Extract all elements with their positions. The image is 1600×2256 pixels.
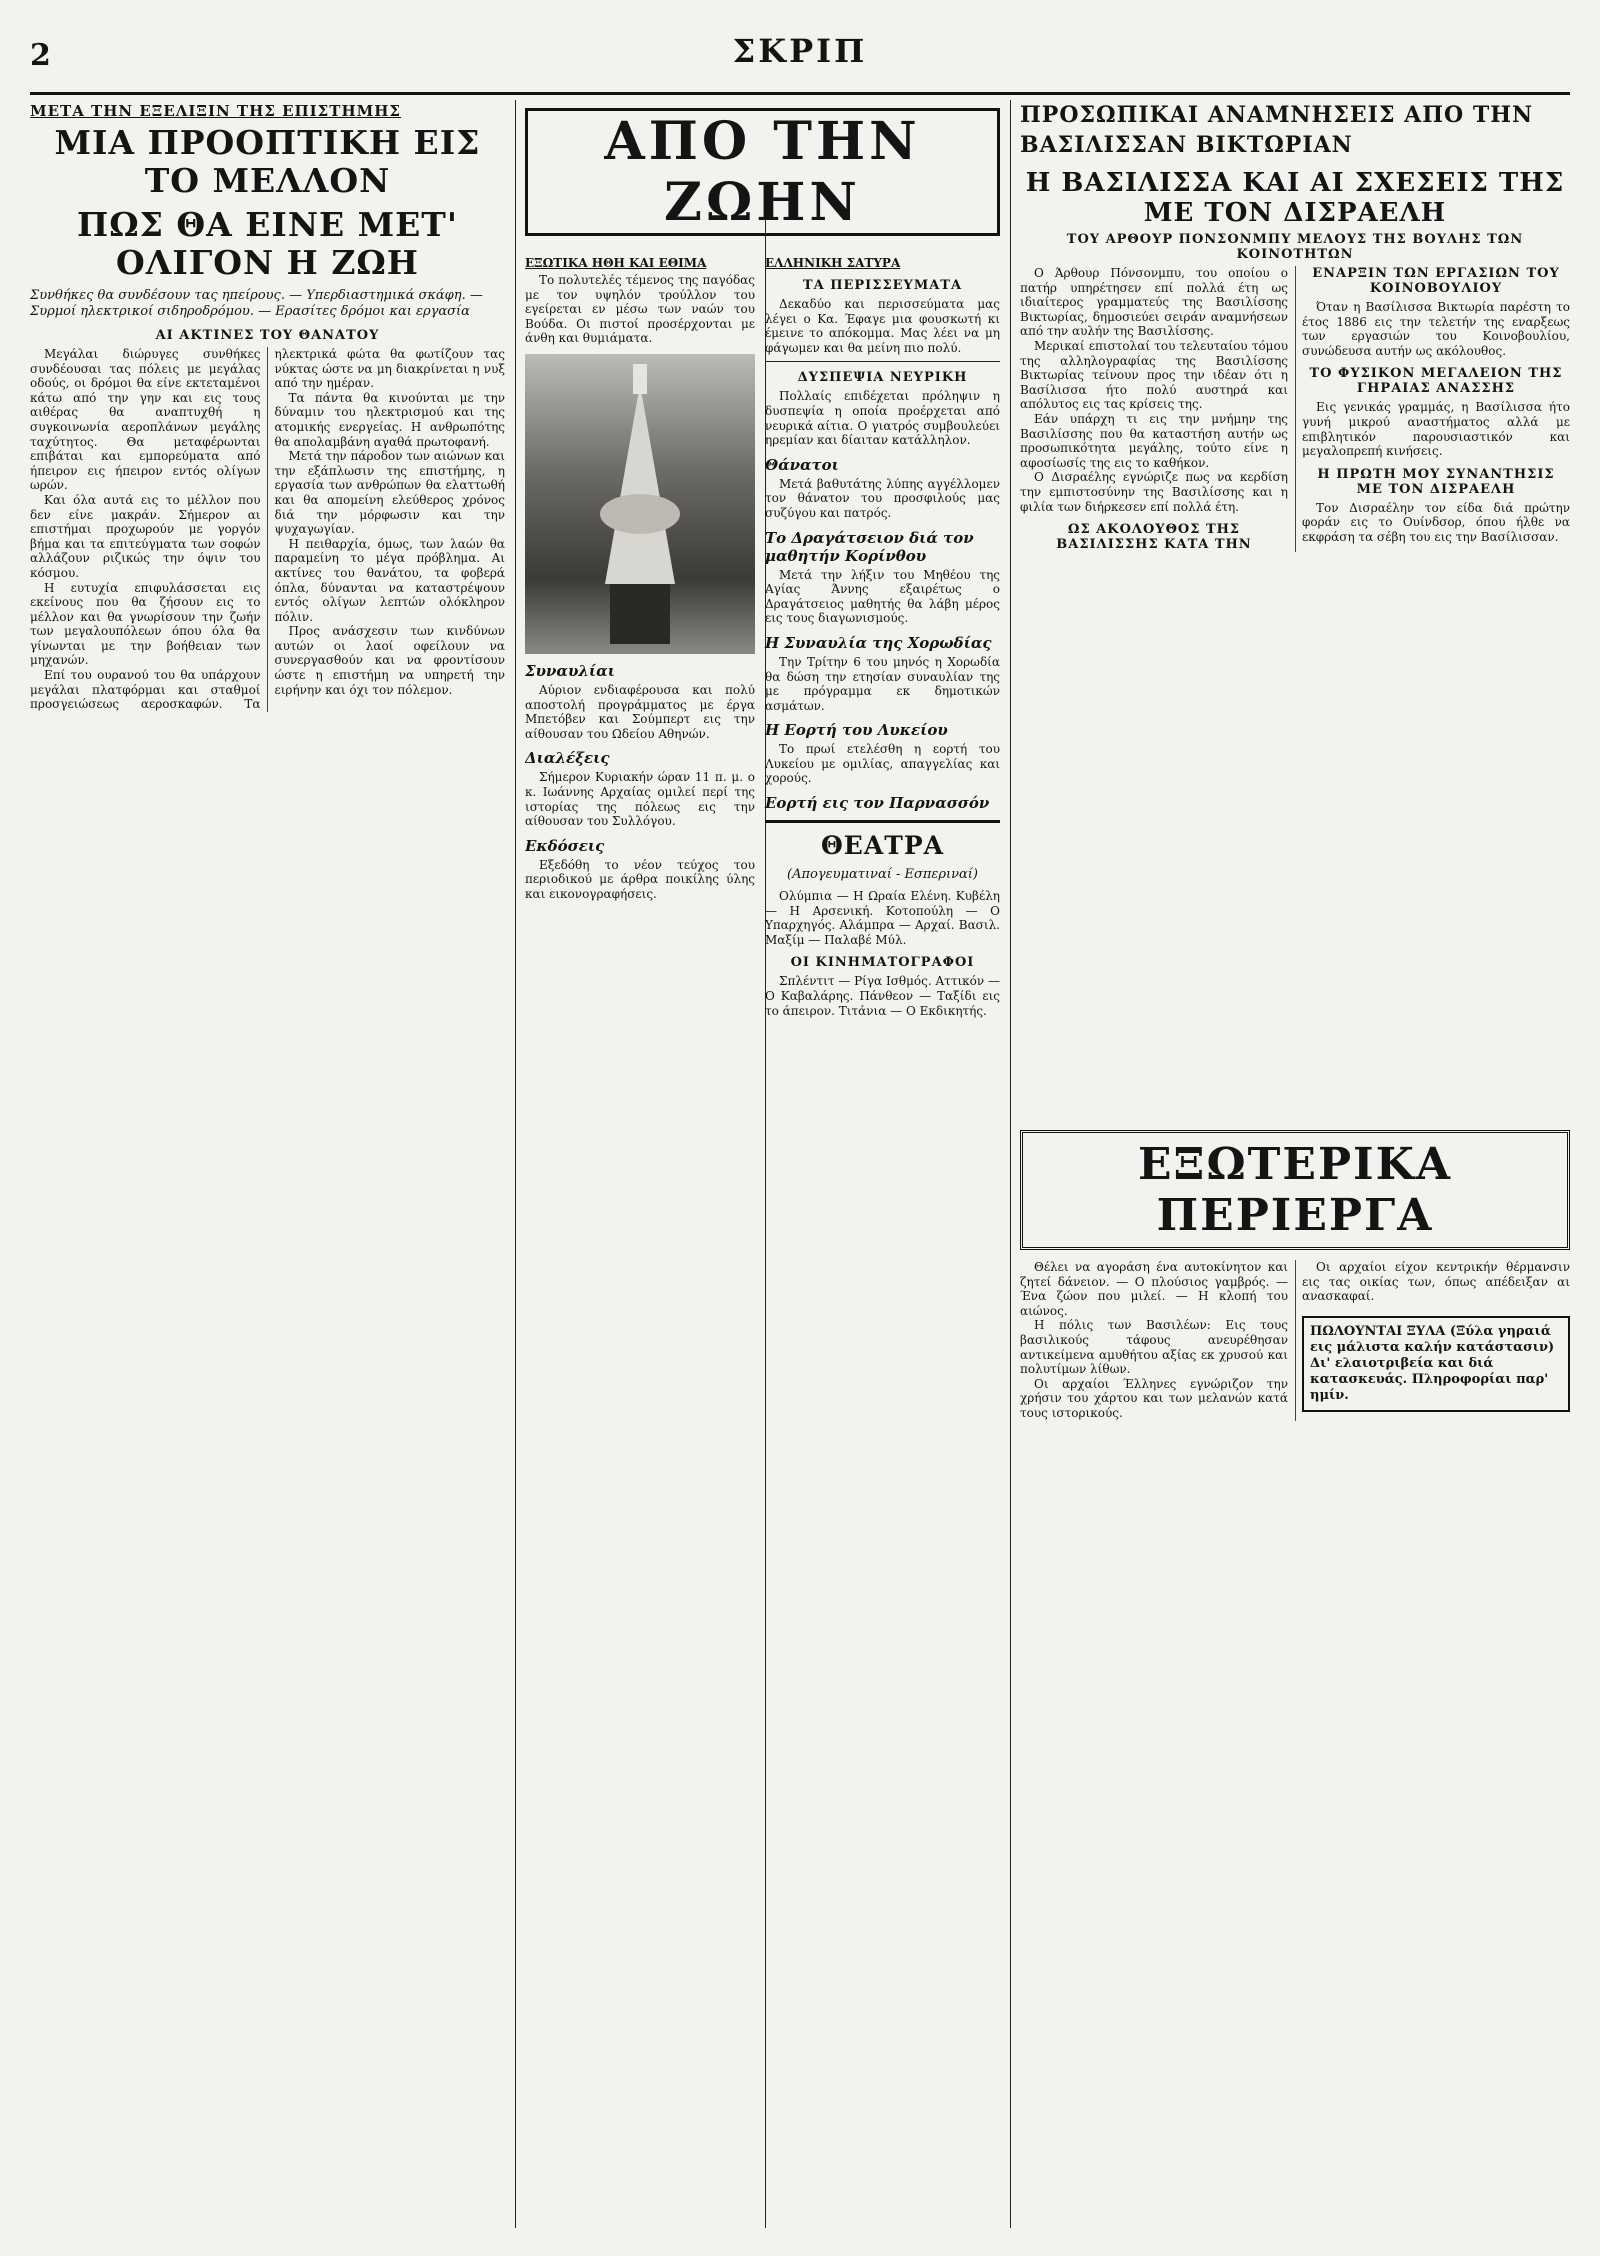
- paragraph: Οι αρχαίοι είχον κεντρικήν θέρμανσιν εις τας οικίας των, όπως απέδειξαν αι ανασκαφαί.: [1302, 1260, 1570, 1304]
- paragraph: Οι αρχαίοι Έλληνες εγνώριζον την χρήσιν του χάρτου και των μελανών κατά τους ιστορικούς.: [1020, 1376, 1288, 1420]
- page-number: 2: [30, 38, 51, 73]
- article-foreign-curiosities: [1020, 1130, 1570, 2230]
- theatre-subheading: (Απογευματιναί - Εσπεριναί): [787, 867, 978, 883]
- section-box-title: ΕΞΩΤΕΡΙΚΑ ΠΕΡΙΕΡΓΑ: [1020, 1130, 1570, 1250]
- paragraph: Όταν η Βασίλισσα Βικτωρία παρέστη το έτος 1886 εις την τελετήν της εναρξεως των εργασιών του Κοινοβουλίου, συνώδευσα αυτήν ως ακόλουθος.: [1302, 300, 1570, 358]
- paragraph: Αύριον ενδιαφέρουσα και πολύ αποστολή προγράμματος με έργα Μπετόβεν και Σούμπερτ εις την αίθουσαν του Ωδείου Αθηνών.: [525, 682, 755, 741]
- paragraph: Το πολυτελές τέμενος της παγόδας με τον υψηλόν τρούλλον του εγείρεται εν μέσω των ναών του Βούδα. Οι πιστοί προσέρχονται με άνθη και θυμιάματα.: [525, 273, 755, 346]
- article-dek: Συνθήκες θα συνδέσουν τας ηπείρους. — Υπερδιαστημικά σκάφη. — Συρμοί ηλεκτρικοί σιδηροδρόμου. — Ερασίτες δρόμοι και εργασία: [30, 288, 483, 319]
- article-queen-victoria: [1020, 100, 1570, 1100]
- subsection-title: Η Εορτή του Λυκείου: [765, 721, 948, 740]
- paragraph: Τα πάντα θα κινούνται με την δύναμιν του ηλεκτρισμού και της ατομικής ενεργείας. Η ανθρωπότης θα απολαμβάνη αγαθά πρωτοφανή.: [274, 390, 505, 449]
- section-heading: Η ΠΡΩΤΗ ΜΟΥ ΣΥΝΑΝΤΗΣΙΣ ΜΕ ΤΟΝ ΔΙΣΡΑΕΛΗ: [1317, 466, 1555, 497]
- cinema-heading: ΟΙ ΚΙΝΗΜΑΤΟΓΡΑΦΟΙ: [790, 955, 975, 971]
- section-heading: ΩΣ ΑΚΟΛΟΥΘΟΣ ΤΗΣ ΒΑΣΙΛΙΣΣΗΣ ΚΑΤΑ ΤΗΝ ΕΝΑΡΞΙΝ ΤΩΝ ΕΡΓΑΣΙΩΝ ΤΟΥ ΚΟΙΝΟΒΟΥΛΙΟΥ: [1056, 266, 1560, 553]
- article-future-life: [30, 100, 505, 2230]
- article-kicker: ΜΕΤΑ ΤΗΝ ΕΞΕΛΙΞΙΝ ΤΗΣ ΕΠΙΣΤΗΜΗΣ: [30, 102, 402, 120]
- paragraph: Θέλει να αγοράση ένα αυτοκίνητον και ζητεί δάνειον. — Ο πλούσιος γαμβρός. — Ένα ζώον που μιλεί. — Η κλοπή του αιώνος.: [1020, 1260, 1288, 1318]
- column-divider: [1010, 100, 1011, 2228]
- paragraph: Δεκαδύο και περισσεύματα μας λέγει ο Κα. Έφαγε μια φουσκωτή κι έμεινε το απόκομμα. Μας λέει να μη φάγωμεν και θα μείνη πιο πολύ.: [765, 297, 1000, 355]
- top-rule: [30, 92, 1570, 95]
- paragraph: Η πειθαρχία, όμως, των λαών θα παραμείνη το μέγα πρόβλημα. Αι ακτίνες του θανάτου, τα φοβερά όπλα, δύνανται να καταστρέψουν εντός ολίγων λεπτών ολόκληρον πόλιν.: [274, 536, 505, 624]
- paragraph: Την Τρίτην 6 του μηνός η Χορωδία θα δώση την ετησίαν συναυλίαν της με πρόγραμμα εκ δημοτικών ασμάτων.: [765, 654, 1000, 713]
- subsection-title: Θάνατοι: [765, 455, 839, 474]
- column-divider: [515, 100, 516, 2228]
- paragraph: Και όλα αυτά εις το μέλλον που δεν είνε μακράν. Σήμερον αι επιστήμαι προχωρούν με γοργόν βήμα και τα επιτεύγματα των σοφών αλλάζουν ριζικώς την όψιν του κόσμου.: [30, 492, 261, 580]
- article-byline: ΤΟΥ ΑΡΘΟΥΡ ΠΟΝΣΟΝΜΠΥ ΜΕΛΟΥΣ ΤΗΣ ΒΟΥΛΗΣ ΤΩΝ ΚΟΙΝΟΤΗΤΩΝ: [1066, 232, 1524, 262]
- paragraph: Επί του ουρανού του θα υπάρχουν μεγάλαι πλατφόρμαι και σταθμοί προσγειώσεως αεροσκαφών. Τα ηλεκτρικά φώτα θα φωτίζουν τας νύκτας ώστε να μη διακρίνεται η νυξ από την ημέραν.: [30, 347, 505, 712]
- paragraph: Εάν υπάρχη τι εις την μνήμην της Βασιλίσσης που θα καταστήση αυτήν ως προσωπικότητα μεγάλης, τούτο είνε η αφοσίωσίς της εις το καθήκον.: [1020, 411, 1288, 470]
- paragraph: Ο Δισραέλης εγνώριζε πως να κερδίση την εμπιστοσύνην της Βασιλίσσης και η φιλία των διήρκεσεν επί πολλά έτη.: [1020, 470, 1288, 514]
- paragraph: Μετά την πάροδον των αιώνων και την εξάπλωσιν της επιστήμης, η εργασία των ανθρώπων θα ελαττωθή και θα απομείνη ελεύθερος χρόνος διά την μόρφωσιν και την ψυχαγωγίαν.: [274, 449, 505, 537]
- section-heading: ΑΙ ΑΚΤΙΝΕΣ ΤΟΥ ΘΑΝΑΤΟΥ: [155, 328, 380, 343]
- subsection-title: Εορτή εις τον Παρνασσόν: [765, 794, 990, 813]
- subsection-title: ΤΑ ΠΕΡΙΣΣΕΥΜΑΤΑ: [802, 278, 963, 293]
- subsection-title: Συναυλίαι: [525, 661, 615, 680]
- subsection-title: Εκδόσεις: [525, 836, 605, 855]
- paragraph: Σπλέντιτ — Ρίγα Ισθμός. Αττικόν — Ο Καβαλάρης. Πάνθεον — Ταξίδι εις το άπειρον. Τιτάνια — Ο Εκδικητής.: [765, 974, 1000, 1018]
- paragraph: Ο Άρθουρ Πόνσονμπυ, του οποίου ο πατήρ υπηρέτησεν επί πολλά έτη ως ιδιαίτερος γραμματεύς της Βασιλίσσης Βικτωρίας, δημοσιεύει σειράν αναμνήσεων από την αυλήν της Βασιλίσσης.: [1020, 266, 1288, 339]
- paragraph: Μεγάλαι διώρυγες συνθήκες συνδέουσαι τας πόλεις με μεγάλας οδούς, οι δρόμοι θα είνε εκτεταμένοι κάτω από την γην και εις τους αιθέρας θα αναπτυχθή η συγκοινωνία αεροπλάνων μεγάλης ταχύτητος. Θα μεταφέρωνται επιβάται και εμπορεύματα από ήπειρον εις ήπειρον εντός ολίγων ωρών.: [30, 347, 261, 493]
- paragraph: Ολύμπια — Η Ωραία Ελένη. Κυβέλη — Η Αρσενική. Κοτοπούλη — Ο Υπαρχηγός. Αλάμπρα — Αρχαί. Βασιλ. Μαξίμ — Παλαβέ Μύλ.: [765, 889, 1000, 947]
- divider: [765, 820, 1000, 823]
- pagoda-icon: [525, 354, 755, 654]
- paragraph: Πολλαίς επιδέχεται πρόληψιν η δυσπεψία η οποία προέρχεται από νευρικά αίτια. Ο γιατρός συμβουλεύει ηρεμίαν και δίαιταν κατάλληλον.: [765, 389, 1000, 448]
- paragraph: Προς ανάσχεσιν των κινδύνων αυτών οι λαοί οφείλουν να συνεργασθούν και να φροντίσουν ώστε η επιστήμη να υπηρετή την ειρήνην και όχι τον πόλεμον.: [274, 624, 505, 697]
- paragraph: Σήμερον Κυριακήν ώραν 11 π. μ. ο κ. Ιωάννης Αρχαίας ομιλεί περί της ιστορίας της πόλεως εις την αίθουσαν του Συλλόγου.: [525, 770, 755, 829]
- article-headline: ΜΙΑ ΠΡΟΟΠΤΙΚΗ ΕΙΣ ΤΟ ΜΕΛΛΟΝ: [54, 123, 481, 200]
- paragraph: Η πόλις των Βασιλέων: Εις τους βασιλικούς τάφους ανευρέθησαν αντικείμενα αμυθήτου αξίας εκ χρυσού και πολυτίμων λίθων.: [1020, 1318, 1288, 1377]
- divider: [765, 361, 1000, 362]
- paragraph: Μετά βαθυτάτης λύπης αγγέλλομεν τον θάνατον του προσφιλούς μας συζύγου και πατρός.: [765, 476, 1000, 520]
- subsection-title: Το Δραγάτσειον διά τον μαθητήν Κορίνθου: [765, 528, 974, 565]
- section-box-title: ΑΠΟ ΤΗΝ ΖΩΗΝ: [525, 108, 1000, 236]
- subsection-title: Διαλέξεις: [525, 749, 610, 768]
- pagoda-photo: [525, 354, 755, 654]
- from-life-section: [525, 100, 1000, 2230]
- subsection-heading: ΕΛΛΗΝΙΚΗ ΣΑΤΥΡΑ: [765, 256, 901, 270]
- paragraph: Μερικαί επιστολαί του τελευταίου τόμου της αλληλογραφίας της Βασιλίσσης Βικτωρίας τείνουν προς την ιδέαν ότι η Βασίλισσα ήτο πολύ αυστηρά και απόλυτος εις τας κρίσεις της.: [1020, 338, 1288, 412]
- paragraph: Εις γενικάς γραμμάς, η Βασίλισσα ήτο γυνή μικρού αναστήματος αλλά με επιβλητικόν παρουσιαστικόν και μεγαλοπρεπή κινήσεις.: [1302, 400, 1570, 459]
- article-headline-2: Η ΒΑΣΙΛΙΣΣΑ ΚΑΙ ΑΙ ΣΧΕΣΕΙΣ ΤΗΣ ΜΕ ΤΟΝ ΔΙΣΡΑΕΛΗ: [1025, 168, 1565, 228]
- classified-ad: ΠΩΛΟΥΝΤΑΙ ΞΥΛΑ (Ξύλα γηραιά εις μάλιστα καλήν κατάστασιν) Δι' ελαιοτριβεία και διά κατασκευάς. Πληροφορίαι παρ' ημίν.: [1302, 1316, 1570, 1412]
- article-headline: ΠΡΟΣΩΠΙΚΑΙ ΑΝΑΜΝΗΣΕΙΣ ΑΠΟ ΤΗΝ ΒΑΣΙΛΙΣΣΑΝ ΒΙΚΤΩΡΙΑΝ: [1020, 102, 1534, 158]
- paragraph: Εξεδόθη το νέον τεύχος του περιοδικού με άρθρα ποικίλης ύλης και εικονογραφήσεις.: [525, 857, 755, 901]
- paragraph: Τον Δισραέλην τον είδα διά πρώτην φοράν εις το Ουίνδσορ, όπου ήλθε να εκφράση τα σέβη του εις την Βασίλισσαν.: [1302, 500, 1570, 544]
- article-headline-2: ΠΩΣ ΘΑ ΕΙΝΕ ΜΕΤ' ΟΛΙΓΟΝ Η ΖΩΗ: [77, 205, 458, 282]
- paragraph: Η ευτυχία επιφυλάσσεται εις εκείνους που θα ζήσουν εις το μέλλον και θα γνωρίσουν την ζωήν των μεγαλουπόλεων όπου όλα θα γίνωνται με την βοήθειαν των μηχανών.: [30, 580, 261, 668]
- subsection-title: Η Συναυλία της Χορωδίας: [765, 633, 992, 652]
- section-heading: ΤΟ ΦΥΣΙΚΟΝ ΜΕΓΑΛΕΙΟΝ ΤΗΣ ΓΗΡΑΙΑΣ ΑΝΑΣΣΗΣ: [1309, 366, 1563, 397]
- subsection-title: ΔΥΣΠΕΨΙΑ ΝΕΥΡΙΚΗ: [797, 370, 968, 386]
- masthead: ΣΚΡΙΠ: [732, 32, 868, 70]
- theatre-heading: ΘΕΑΤΡΑ: [820, 831, 945, 861]
- paragraph: Το πρωί ετελέσθη η εορτή του Λυκείου με ομιλίας, απαγγελίας και χορούς.: [765, 742, 1000, 786]
- subsection-heading: ΕΞΩΤΙΚΑ ΗΘΗ ΚΑΙ ΕΘΙΜΑ: [525, 256, 707, 270]
- paragraph: Μετά την λήξιν του Μηθέου της Αγίας Άννης εξαιρέτως ο Δραγάτσειος μαθητής θα λάβη μέρος εις τους διαγωνισμούς.: [765, 567, 1000, 626]
